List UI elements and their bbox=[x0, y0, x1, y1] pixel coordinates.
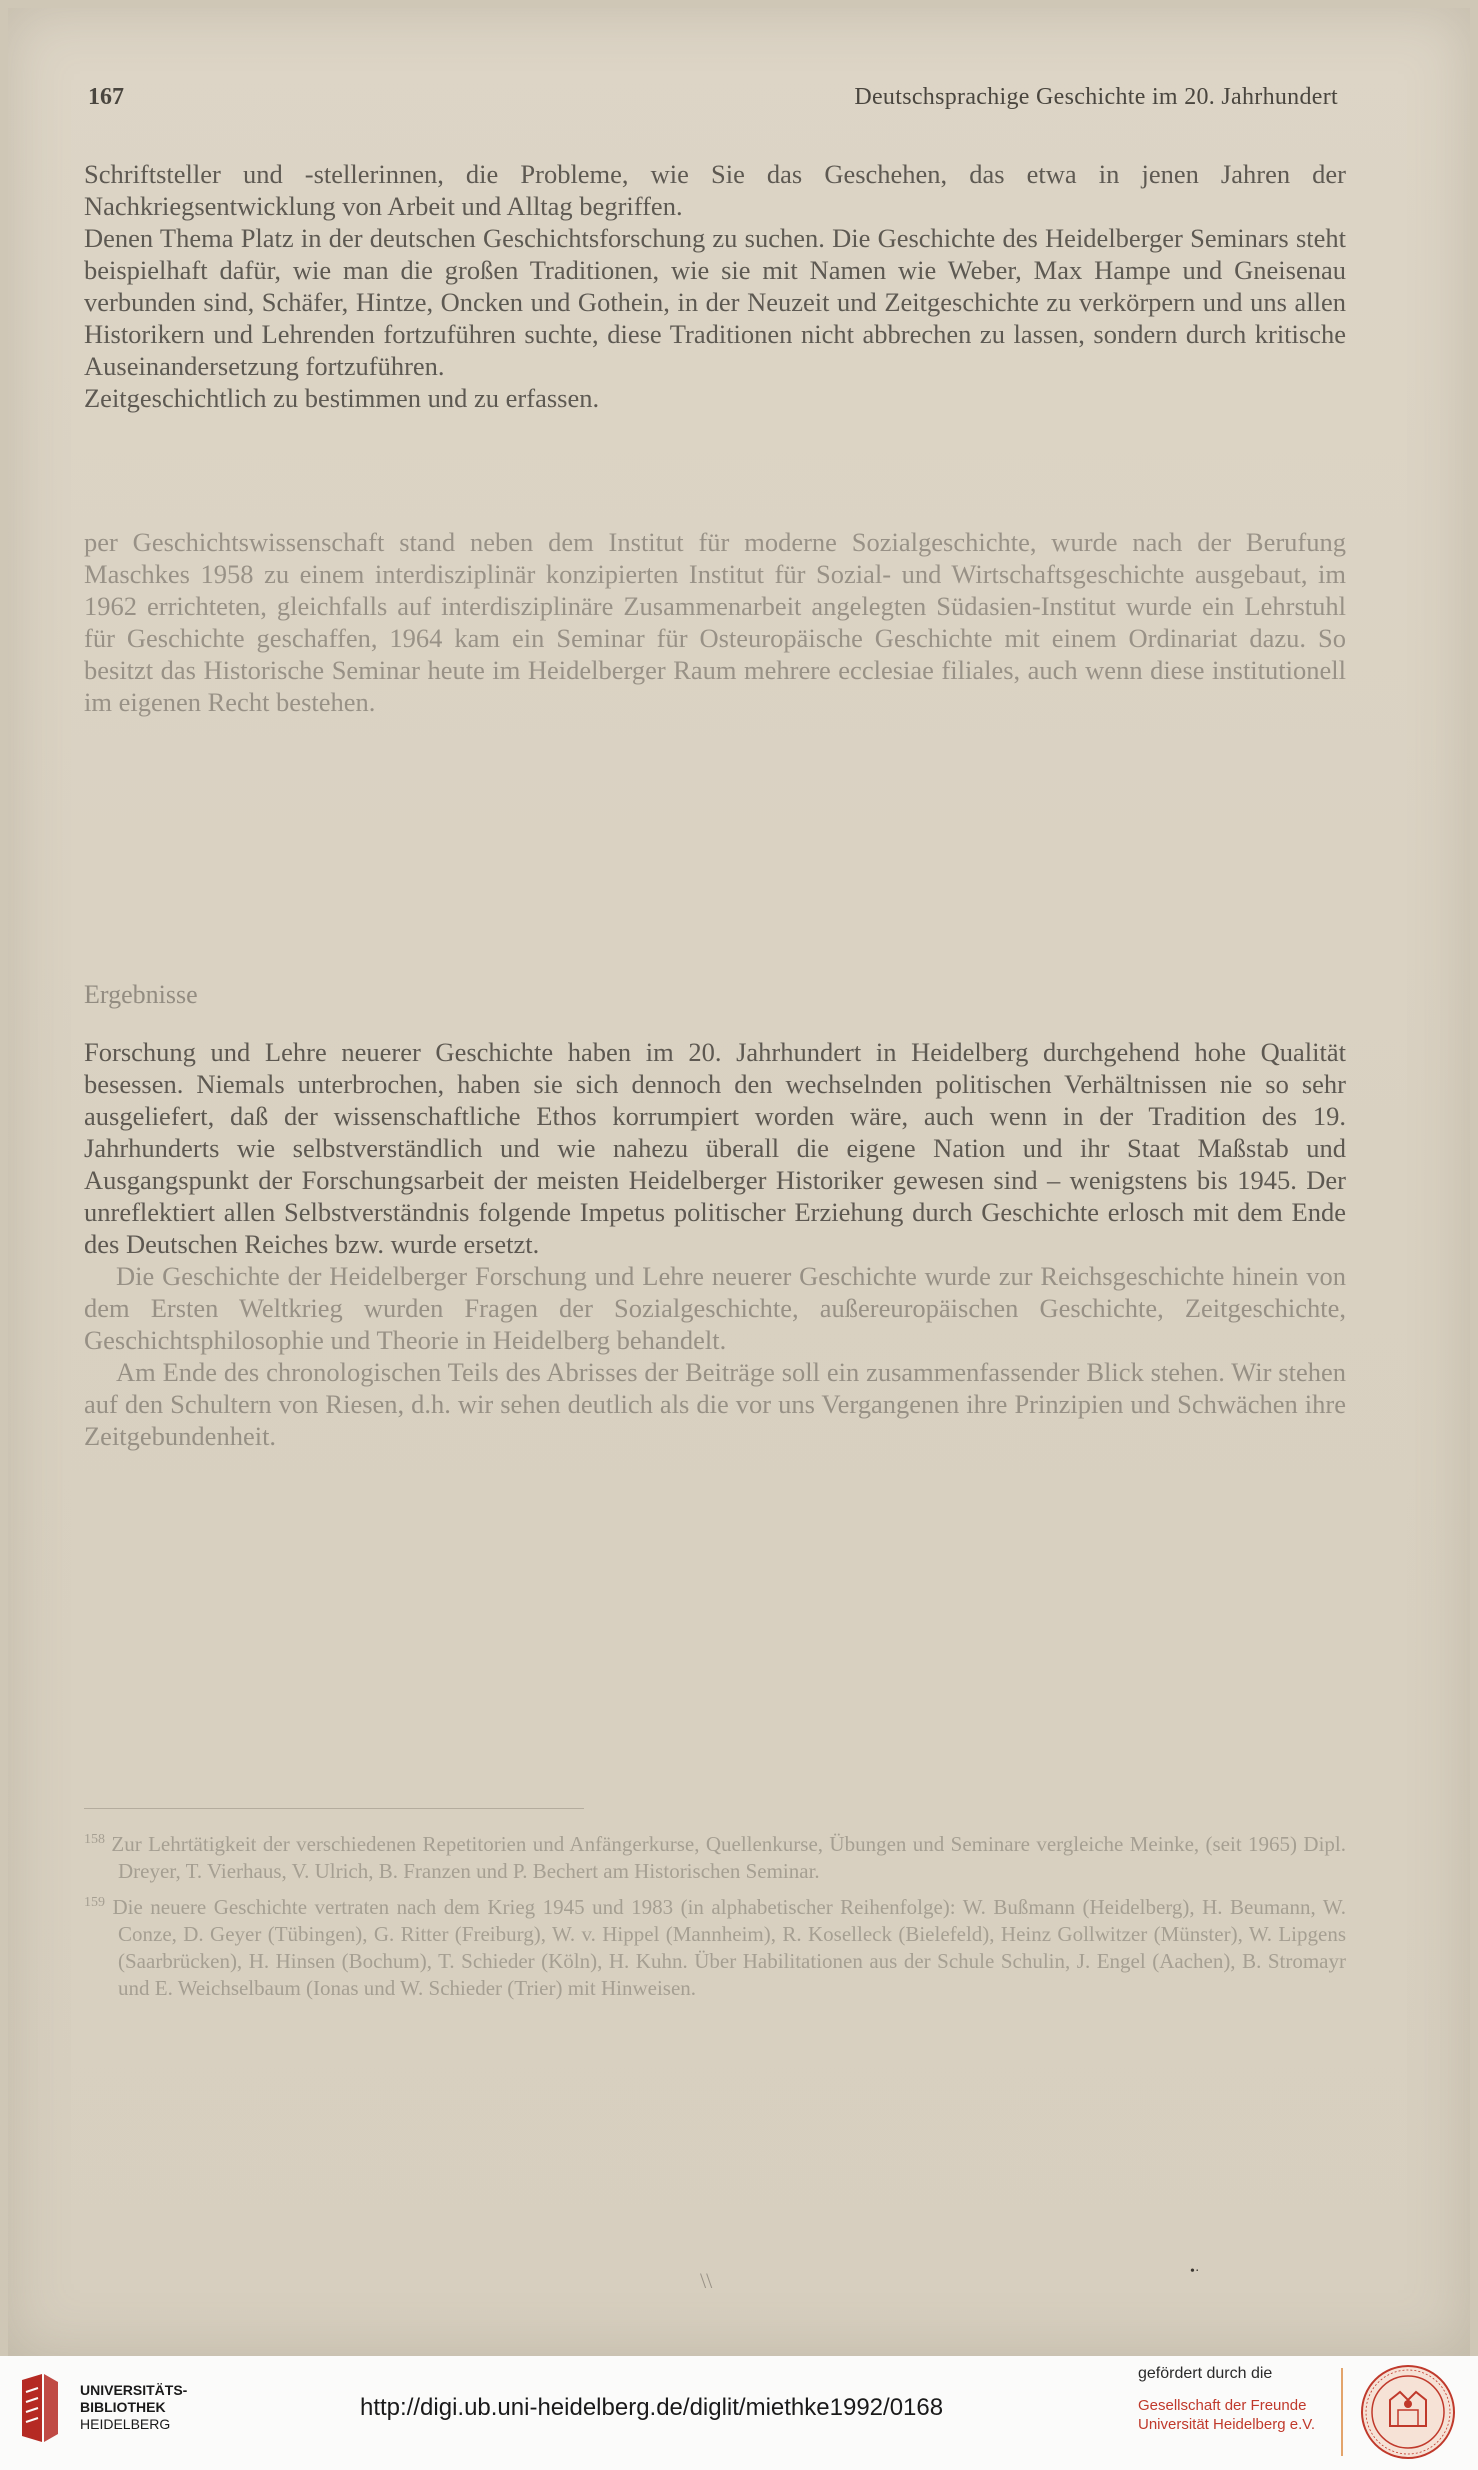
footnote-text: Die neuere Geschichte vertraten nach dem Krieg 1945 und 1983 (in alphabetischer Reihenfolge): W. Bußmann (Heidelberg), H. Beumann, W. Conze, D. Geyer (Tübingen), G. Ritter (Freiburg), W. v. Hippel (Mannheim), R. Koselleck (Bielefeld), Heinz Gollwitzer (Münster), W. Lipgens (Saarbrücken), H. Hinsen (Bochum), T. Schieder (Köln), H. Kuhn. Über Habilitationen aus der Schule Schulin, J. Engel (Aachen), B. Stromayr und E. Weichselbaum (Ionas und W. Schieder (Trier) mit Hinweisen. bbox=[112, 1895, 1346, 2000]
paragraph: Zeitgeschichtlich zu bestimmen und zu erfassen. bbox=[84, 383, 600, 413]
section-heading: Ergebnisse bbox=[84, 980, 198, 1009]
library-name: UNIVERSITÄTS- BIBLIOTHEK HEIDELBERG bbox=[80, 2382, 188, 2432]
university-seal-icon bbox=[1360, 2364, 1456, 2460]
footnote-divider bbox=[84, 1808, 584, 1809]
paragraph: Die Geschichte der Heidelberger Forschung und Lehre neuerer Geschichte wurde zur Reichsgeschichte hinein von dem Ersten Weltkrieg wurden Fragen der Sozialgeschichte, außereuropäischen Geschichte, Zeitgeschichte, Geschichtsphilosophie und Theorie in Heidelberg behandelt. bbox=[84, 1261, 1346, 1355]
scan-artifact: •· bbox=[1190, 2264, 1200, 2279]
paragraph: Am Ende des chronologischen Teils des Abrisses der Beiträge soll ein zusammenfassender Blick stehen. Wir stehen auf den Schultern von Riesen, d.h. wir sehen deutlich als die vor uns Vergangenen ihre Prinzipien und Schwächen ihre Zeitgebundenheit. bbox=[84, 1357, 1346, 1451]
paragraph: Forschung und Lehre neuerer Geschichte haben im 20. Jahrhundert in Heidelberg durchgehend hohe Qualität besessen. Niemals unterbrochen, haben sie sich dennoch den wechselnden politischen Verhältnissen nie so sehr ausgeliefert, daß der wissenschaftliche Ethos korrumpiert worden wäre, auch wenn in der Tradition des 19. Jahrhunderts wie selbstverständlich und wie nahezu überall die eigene Nation und ihr Staat Maßstab und Ausgangspunkt der Forschungsarbeit der meisten Heidelberger Historiker gewesen sind – wenigstens bis 1945. Der unreflektiert allen Selbstverständnis folgende Impetus politischer Erziehung durch Geschichte erlosch mit dem Ende des Deutschen Reiches bzw. wurde ersetzt. bbox=[84, 1037, 1346, 1259]
text-block-results bbox=[84, 1036, 1346, 1452]
footnote-number: 159 bbox=[84, 1895, 105, 1910]
document-url-link[interactable]: http://digi.ub.uni-heidelberg.de/diglit/miethke1992/0168 bbox=[360, 2394, 944, 2421]
funded-by-label: gefördert durch die bbox=[1138, 2365, 1273, 2382]
footnote-number: 158 bbox=[84, 1832, 105, 1847]
running-title: Deutschsprachige Geschichte im 20. Jahrhundert bbox=[854, 84, 1338, 110]
paragraph: Schriftsteller und -stellerinnen, die Probleme, wie Sie das Geschehen, das etwa in jenen Jahren der Nachkriegsentwicklung von Arbeit und Alltag begriffen. bbox=[84, 159, 1346, 221]
scan-artifact: \\ bbox=[700, 2268, 713, 2293]
footnote bbox=[84, 1826, 1346, 1885]
paragraph: Denen Thema Platz in der deutschen Geschichtsforschung zu suchen. Die Geschichte des Heidelberger Seminars steht beispielhaft dafür, wie man die großen Traditionen, wie sie mit Namen wie Weber, Max Hampe und Gneisenau verbunden sind, Schäfer, Hintze, Oncken und Gothein, in der Neuzeit und Zeitgeschichte zu verkörpern und uns allen Historikern und Lehrenden fortzuführen suchte, diese Traditionen nicht abbrechen zu lassen, sondern durch kritische Auseinandersetzung fortzuführen. bbox=[84, 223, 1346, 381]
page-header bbox=[88, 84, 1338, 124]
footnotes bbox=[84, 1826, 1346, 2006]
footnote-text: Zur Lehrtätigkeit der verschiedenen Repetitorien und Anfängerkurse, Quellenkurse, Übungen und Seminare vergleiche Meinke, (seit 1965) Dipl. Dreyer, T. Vierhaus, V. Ulrich, B. Franzen und P. Bechert am Historischen Seminar. bbox=[111, 1832, 1346, 1883]
text-block-top bbox=[84, 158, 1346, 414]
sponsor-name: Gesellschaft der Freunde Universität Heidelberg e.V. bbox=[1138, 2397, 1316, 2433]
ub-heidelberg-logo-icon bbox=[16, 2372, 62, 2444]
paragraph: per Geschichtswissenschaft stand neben dem Institut für moderne Sozialgeschichte, wurde nach der Berufung Maschkes 1958 zu einem interdisziplinär konzipierten Institut für Sozial- und Wirtschaftsgeschichte ausgebaut, im 1962 errichteten, gleichfalls auf interdisziplinäre Zusammenarbeit angelegten Südasien-Institut wurde ein Lehrstuhl für Geschichte geschaffen, 1964 kam ein Seminar für Osteuropäische Geschichte mit einem Ordinariat dazu. So besitzt das Historische Seminar heute im Heidelberger Raum mehrere ecclesiae filiales, auch wenn diese institutionell im eigenen Recht bestehen. bbox=[84, 527, 1346, 717]
footnote bbox=[84, 1889, 1346, 2002]
page-number: 167 bbox=[88, 84, 124, 110]
footer-divider bbox=[1341, 2368, 1343, 2456]
text-block-middle bbox=[84, 526, 1346, 718]
